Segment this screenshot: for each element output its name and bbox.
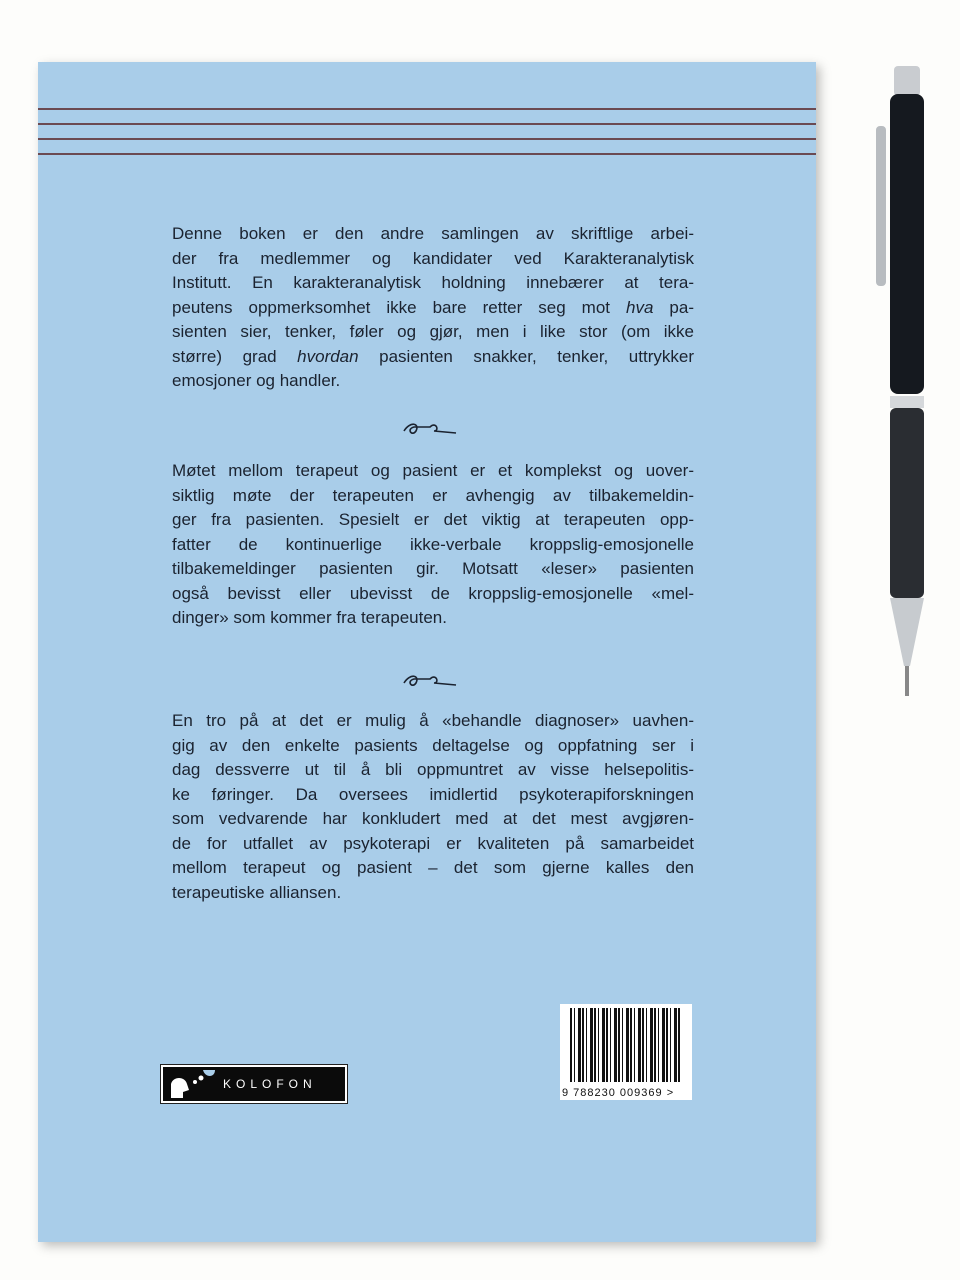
- text-line: Møtet mellom terapeut og pasient er et komplekst og uover-: [172, 461, 694, 480]
- paragraph-2: [172, 459, 694, 631]
- paragraph-1: [172, 222, 694, 394]
- decorative-rules: [38, 108, 816, 168]
- text-line: ger fra pasienten. Spesielt er det viktig at terapeuten opp-: [172, 510, 694, 529]
- text-line: siktlig møte der terapeuten er avhengig av tilbakemeldin-: [172, 485, 694, 505]
- emphasis: hvordan: [297, 346, 359, 366]
- emphasis: hva: [626, 297, 654, 317]
- barcode-bars: [570, 1008, 682, 1082]
- text-line: Denne boken er den andre samlingen av skriftlige arbei-: [172, 224, 694, 243]
- pen: [876, 66, 932, 696]
- text-line: En tro på at det er mulig å «behandle diagnoser» uavhen-: [172, 711, 694, 730]
- ornament-icon: [400, 669, 460, 691]
- text-line: dinger» som kommer fra terapeuten.: [172, 608, 447, 627]
- isbn-number: 9 788230 009369 >: [562, 1087, 675, 1099]
- head-icon: [169, 1070, 215, 1098]
- text-line: dag dessverre ut til å bli oppmuntret av visse helsepolitis-: [172, 760, 694, 779]
- text-line: peutens oppmerksomhet ikke bare retter seg mot hva pa-: [172, 297, 694, 317]
- text-line: større) grad hvordan pasienten snakker, tenker, uttrykker: [172, 346, 694, 366]
- publisher-logo: [161, 1065, 347, 1103]
- publisher-name: KOLOFON: [223, 1077, 317, 1091]
- text-line: Institutt. En karakteranalytisk holdning innebærer at tera-: [172, 273, 694, 292]
- text-line: emosjoner og handler.: [172, 371, 341, 390]
- barcode: [560, 1004, 692, 1100]
- text-line: terapeutiske alliansen.: [172, 882, 342, 902]
- paragraph-3: [172, 709, 694, 905]
- text-line: som vedvarende har konkludert med at det mest avgjøren-: [172, 809, 694, 828]
- text-line: ke føringer. Da oversees imidlertid psykoterapiforskningen: [172, 784, 694, 804]
- text-line: de for utfallet av psykoterapi er kvaliteten på samarbeidet: [172, 833, 694, 853]
- ornament-icon: [400, 417, 460, 439]
- text-line: fatter de kontinuerlige ikke-verbale kroppslig-emosjonelle: [172, 534, 694, 554]
- text-line: også bevisst eller ubevisst de kroppslig-emosjonelle «mel-: [172, 583, 694, 603]
- text-line: gig av den enkelte pasients deltagelse og oppfatning ser i: [172, 735, 694, 755]
- text-line: mellom terapeut og pasient – det som gjerne kalles den: [172, 858, 694, 877]
- text-line: der fra medlemmer og kandidater ved Karakteranalytisk: [172, 248, 694, 268]
- book-back-cover: [38, 62, 816, 1242]
- text-line: sienten sier, tenker, føler og gjør, men i like stor (om ikke: [172, 322, 694, 341]
- text-line: tilbakemeldinger pasienten gir. Motsatt «leser» pasienten: [172, 559, 694, 578]
